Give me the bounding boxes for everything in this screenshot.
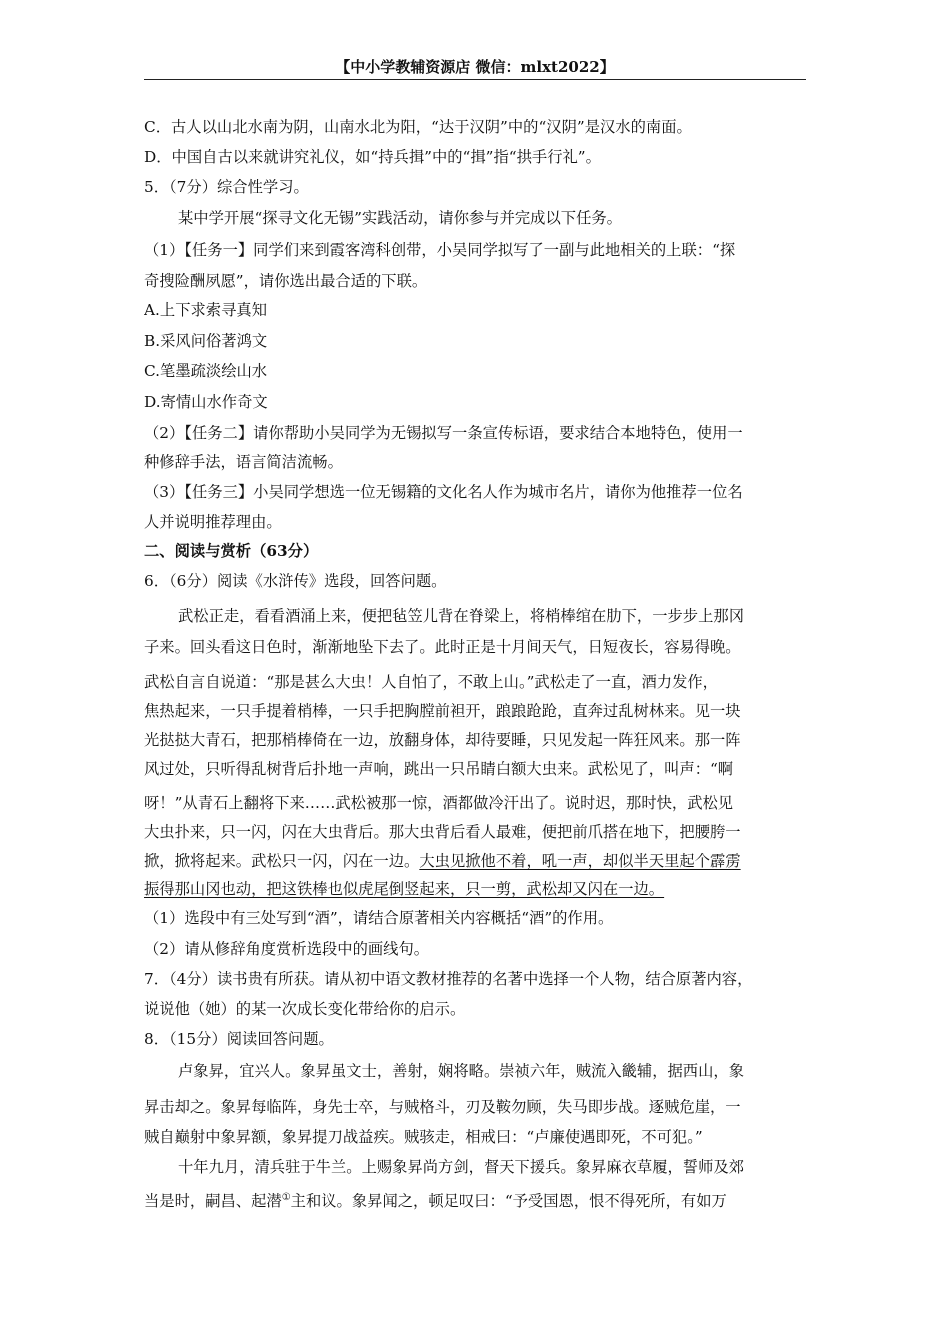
- passage-2-line-5-start: 当是时，嗣昌、起潜: [144, 1192, 282, 1210]
- task-1-option-a: A.上下求索寻真知: [144, 301, 267, 319]
- task-3-line-2: 人并说明推荐理由。: [144, 513, 282, 531]
- passage-2-line-5: [144, 1191, 812, 1211]
- passage-1-line-3: 武松自言自说道：“那是甚么大虫！人自怕了，不敢上山。”武松走了一直，酒力发作，: [144, 673, 718, 691]
- task-3-line-1: （3）【任务三】小吴同学想选一位无锡籍的文化名人作为城市名片，请你为他推荐一位名: [144, 483, 743, 501]
- question-6-sub-2: （2）请从修辞角度赏析选段中的画线句。: [144, 940, 430, 958]
- passage-2-line-4: 十年九月，清兵驻于牛兰。上赐象昇尚方剑，督天下援兵。象昇麻衣草履，誓师及郊: [178, 1158, 744, 1176]
- passage-2-line-2: 昇击却之。象昇每临阵，身先士卒，与贼格斗，刃及鞍勿顾，失马即步战。逐贼危崖，一: [144, 1098, 741, 1116]
- task-2-line-2: 种修辞手法，语言简洁流畅。: [144, 453, 343, 471]
- passage-1-line-4: 焦热起来，一只手提着梢棒，一只手把胸膛前袒开，踉踉跄跄，直奔过乱树林来。见一块: [144, 702, 741, 720]
- passage-1-line-7: 呀！”从青石上翻将下来……武松被那一惊，酒都做冷汗出了。说时迟，那时快，武松见: [144, 794, 734, 812]
- question-8-title: 8．（15分）阅读回答问题。: [144, 1030, 334, 1048]
- passage-1-line-2: 子来。回头看这日色时，渐渐地坠下去了。此时正是十月间天气，日短夜长，容易得晚。: [144, 638, 741, 656]
- header-divider: [144, 79, 806, 80]
- passage-1-line-9: [144, 851, 812, 871]
- task-1-line-1: （1）【任务一】同学们来到霞客湾科创带，小吴同学拟写了一副与此地相关的上联：“探: [144, 241, 736, 259]
- option-d: D．中国自古以来就讲究礼仪，如“持兵揖”中的“揖”指“拱手行礼”。: [144, 148, 601, 166]
- passage-2-line-3: 贼自巅射中象昇额，象昇提刀战益疾。贼骇走，相戒曰：“卢廉使遇即死，不可犯。”: [144, 1128, 703, 1146]
- section-2-heading: 二、阅读与赏析（63分）: [144, 542, 319, 560]
- task-1-option-d: D.寄情山水作奇文: [144, 393, 268, 411]
- passage-1-line-8: 大虫扑来，只一闪，闪在大虫背后。那大虫背后看人最难，便把前爪搭在地下，把腰胯一: [144, 823, 741, 841]
- task-1-line-2: 奇搜险酬夙愿”，请你选出最合适的下联。: [144, 272, 428, 290]
- question-7-line-2: 说说他（她）的某一次成长变化带给你的启示。: [144, 1000, 466, 1018]
- underlined-sentence-part-2: 振得那山冈也动，把这铁棒也似虎尾倒竖起来，只一剪，武松却又闪在一边。: [144, 880, 665, 898]
- page-header: 【中小学教辅资源店 微信：mlxt2022】: [335, 58, 615, 76]
- task-1-option-b: B.采风问俗著鸿文: [144, 332, 268, 350]
- question-6-sub-1: （1）选段中有三处写到“酒”，请结合原著相关内容概括“酒”的作用。: [144, 909, 614, 927]
- task-1-option-c: C.笔墨疏淡绘山水: [144, 362, 268, 380]
- passage-2-line-5-end: 主和议。象昇闻之，顿足叹曰：“予受国恩，恨不得死所，有如万: [290, 1192, 727, 1210]
- passage-1-line-1: 武松正走，看看酒涌上来，便把毡笠儿背在脊梁上，将梢棒绾在肋下，一步步上那冈: [178, 607, 744, 625]
- question-5-intro: 某中学开展“探寻文化无锡”实践活动，请你参与并完成以下任务。: [178, 209, 622, 227]
- question-7-line-1: 7．（4分）读书贵有所获。请从初中语文教材推荐的名著中选择一个人物，结合原著内容，: [144, 970, 753, 988]
- footnote-marker: ①: [281, 1191, 291, 1203]
- passage-2-line-1: 卢象昇，宜兴人。象昇虽文士，善射，娴将略。崇祯六年，贼流入畿辅，据西山，象: [178, 1062, 744, 1080]
- question-5-title: 5．（7分）综合性学习。: [144, 178, 309, 196]
- question-6-title: 6．（6分）阅读《水浒传》选段，回答问题。: [144, 572, 447, 590]
- passage-1-line-9-plain: 掀，掀将起来。武松只一闪，闪在一边。: [144, 852, 420, 870]
- passage-1-line-6: 风过处，只听得乱树背后扑地一声响，跳出一只吊睛白额大虫来。武松见了，叫声：“啊: [144, 760, 734, 778]
- passage-1-line-5: 光挞挞大青石，把那梢棒倚在一边，放翻身体，却待要睡，只见发起一阵狂风来。那一阵: [144, 731, 741, 749]
- task-2-line-1: （2）【任务二】请你帮助小吴同学为无锡拟写一条宣传标语，要求结合本地特色，使用一: [144, 424, 743, 442]
- option-c: C．古人以山北水南为阴，山南水北为阳，“达于汉阴”中的“汉阴”是汉水的南面。: [144, 118, 692, 136]
- underlined-sentence-part-1: 大虫见掀他不着，吼一声，却似半天里起个霹雳: [419, 852, 741, 870]
